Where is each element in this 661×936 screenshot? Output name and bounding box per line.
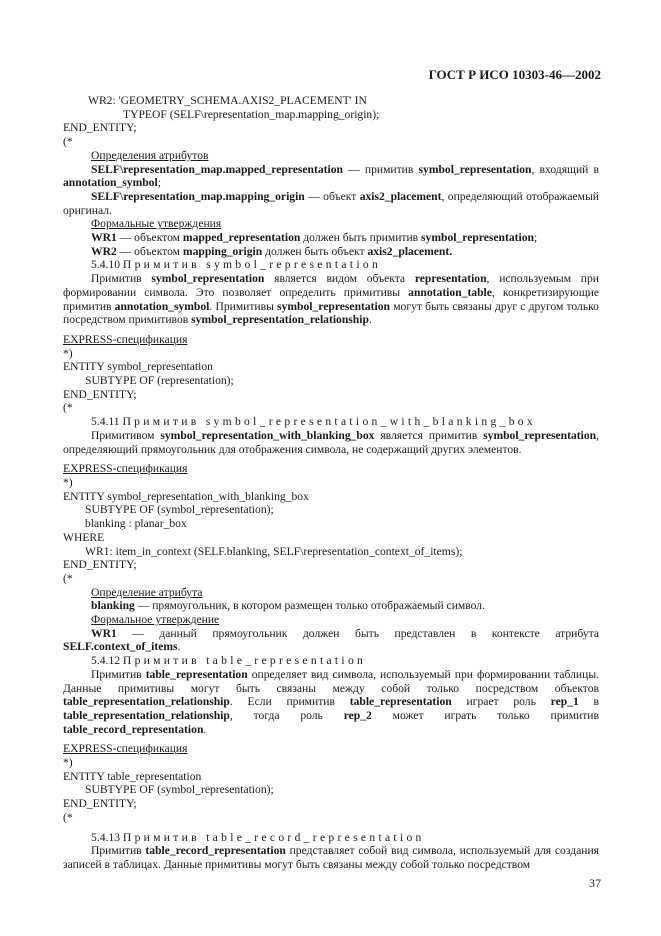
page-number: 37 bbox=[589, 876, 601, 890]
code-line: SUBTYPE OF (symbol_representation); bbox=[85, 503, 274, 517]
formal-rule: WR1 — данный прямоугольник должен быть представлен в контексте атрибута SELF.context_of_items. bbox=[63, 626, 599, 654]
code-line: *) bbox=[63, 475, 73, 489]
formal-rule: WR2 — объектом mapping_origin должен быть объект axis2_placement. bbox=[91, 244, 453, 258]
section-heading: 5.4.13 Примитив table_record_representation bbox=[91, 830, 425, 844]
section-heading: 5.4.10 Примитив symbol_representation bbox=[91, 258, 382, 272]
document-body bbox=[63, 94, 599, 872]
express-heading: EXPRESS-спецификация bbox=[63, 462, 188, 476]
rules-heading: Формальное утверждение bbox=[91, 613, 220, 627]
section-heading: 5.4.11 Примитив symbol_representation_with_blanking_box bbox=[91, 415, 536, 429]
code-line: (* bbox=[63, 135, 73, 149]
page-header: ГОСТ Р ИСО 10303-46—2002 bbox=[428, 67, 601, 82]
attributes-heading: Определение атрибута bbox=[91, 585, 203, 599]
code-line: (* bbox=[63, 401, 73, 415]
code-line: END_ENTITY; bbox=[63, 797, 137, 811]
code-line: blanking : planar_box bbox=[85, 517, 187, 531]
code-line: *) bbox=[63, 346, 73, 360]
code-line: END_ENTITY; bbox=[63, 121, 137, 135]
code-line: (* bbox=[63, 810, 73, 824]
rules-heading: Формальные утверждения bbox=[91, 217, 222, 231]
code-line: WR2: 'GEOMETRY_SCHEMA.AXIS2_PLACEMENT' IN bbox=[88, 94, 367, 107]
code-line: END_ENTITY; bbox=[63, 387, 137, 401]
code-line: SUBTYPE OF (symbol_representation); bbox=[85, 783, 274, 797]
code-line: *) bbox=[63, 756, 73, 770]
code-line: SUBTYPE OF (representation); bbox=[85, 374, 234, 388]
code-line: (* bbox=[63, 571, 73, 585]
section-paragraph: Примитив table_representation определяет вид символа, используемый при формировании таблицы. Данные примитивы могут быть связаны между собой только посредством объектов table_representation_relationship. Если примитив table_representation играет роль rep_1 в table_representation_relationship, тогда роль rep_2 может играть только примитив table_record_representation. bbox=[63, 667, 600, 736]
section-paragraph: Примитив table_record_representation представляет собой вид символа, используемый для создания записей в таблицах. Данные примитивы могут быть связаны между собой только посредством bbox=[63, 844, 599, 871]
attribute-definition: blanking — прямоугольник, в котором размещен только отображаемый символ. bbox=[91, 599, 485, 613]
attribute-definition: SELF\representation_map.mapped_representation — примитив symbol_representation, входящий в annotation_symbol; bbox=[63, 162, 599, 190]
code-line: WR1: item_in_context (SELF.blanking, SELF\representation_context_of_items); bbox=[85, 544, 463, 558]
code-line: END_ENTITY; bbox=[63, 558, 137, 572]
code-line: TYPEOF (SELF\representation_map.mapping_origin); bbox=[123, 107, 380, 121]
code-line: WHERE bbox=[63, 530, 105, 544]
section-paragraph: Примитивом symbol_representation_with_blanking_box является примитив symbol_representation, определяющий прямоугольник для отображения символа, не содержащий других элементов. bbox=[63, 428, 599, 456]
express-heading: EXPRESS-спецификация bbox=[63, 332, 188, 346]
code-line: ENTITY table_representation bbox=[63, 769, 202, 783]
express-heading: EXPRESS-спецификация bbox=[63, 742, 188, 756]
section-paragraph: Примитив symbol_representation является видом объекта representation, используемым при формировании символа. Это позволяет определить примитивы annotation_table, конкретизирующие примитив annotation_symbol. Примитивы symbol_representation могут быть связаны друг с другом только посредством примитивов symbol_representation_relationship. bbox=[63, 272, 600, 327]
attributes-heading: Определения атрибутов bbox=[91, 148, 209, 162]
code-line: ENTITY symbol_representation bbox=[63, 360, 213, 374]
section-heading: 5.4.12 Примитив table_representation bbox=[91, 654, 367, 668]
formal-rule: WR1 — объектом mapped_representation должен быть примитив symbol_representation; bbox=[91, 231, 538, 245]
attribute-definition: SELF\representation_map.mapping_origin — объект axis2_placement, определяющий отображаемый оригинал. bbox=[63, 189, 599, 217]
code-line: ENTITY symbol_representation_with_blanking_box bbox=[63, 489, 309, 503]
